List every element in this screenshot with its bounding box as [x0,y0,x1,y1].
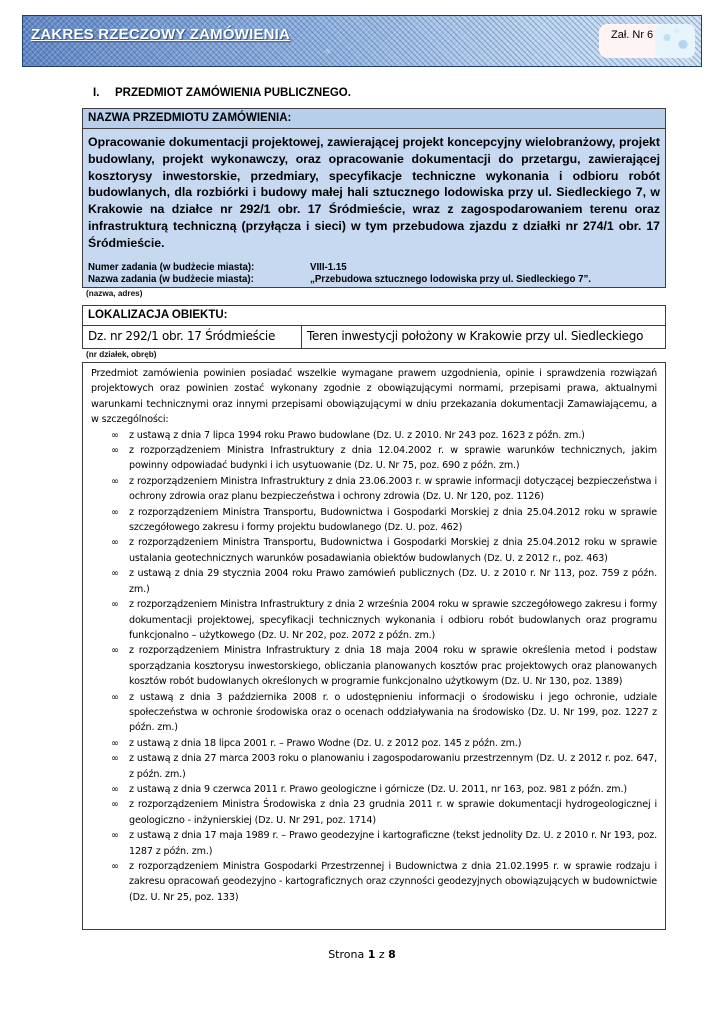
requirements-intro: Przedmiot zamówienia powinien posiadać wszelkie wymagane prawem uzgodnienia, opinie i sprawdzenia rozwiązań projektowych oraz powinien zostać wykonany zgodnie z obowiązującymi normami, przepisami prawa, aktualnymi warunkami technicznymi oraz innymi przepisami obowiązującymi w dniu przekazania dokumentacji Zamawiającemu, a w szczególności: [91,368,657,426]
infinity-bullet-icon: ∞ [111,568,119,580]
law-item-text: z ustawą z dnia 29 stycznia 2004 roku Prawo zamówień publicznych (Dz. U. z 2010 r. Nr 113, poz. 759 z późn. zm.) [129,568,657,595]
law-list-item [91,797,657,828]
law-list [91,428,657,906]
infinity-bullet-icon: ∞ [111,783,119,795]
page-word: Strona [328,948,365,961]
subject-description: Opracowanie dokumentacji projektowej, zawierającej projekt koncepcyjny wielobranżowy, projekt budowlany, projekt wykonawczy, oraz opracowanie dokumentacji do przetargu, zawierającej kosztorysy inwestorskie, przedmiary, specyfikacje techniczne wykonania i odbioru robót budowlanych, dla rozbiórki i budowy małej hali sztucznego lodowiska przy ul. Siedleckiego 7, w Krakowie na działce nr 292/1 obr. 17 Śródmieście, wraz z zagospodarowaniem terenu oraz infrastrukturą techniczną (przyłącza i sieci) w tym przebudowa zjazdu z działki nr 274/1 obr. 17 Śródmieście. [88,135,660,250]
law-item-text: z ustawą z dnia 18 lipca 2001 r. – Prawo Wodne (Dz. U. z 2012 poz. 145 z późn. zm.) [129,737,522,749]
law-item-text: z rozporządzeniem Ministra Środowiska z dnia 23 grudnia 2011 r. w sprawie dokumentacji hydrogeologicznej i geologiczno - inżynierskiej (Dz. U. Nr 291, poz. 1714) [129,799,657,826]
law-list-item [91,859,657,905]
page-footer [0,948,724,961]
law-item-text: z rozporządzeniem Ministra Infrastruktury z dnia 2 września 2004 roku w sprawie szczegółowego zakresu i formy dokumentacji projektowej, specyfikacji technicznych wykonania i odbioru robót budowlanych oraz programu funkcjonalno – użytkowego (Dz. U. Nr 202, poz. 2072 z późn. zm.) [129,599,657,641]
law-list-item [91,782,657,797]
law-list-item [91,597,657,643]
location-note: (nr działek, obręb) [86,350,157,359]
section-title: PRZEDMIOT ZAMÓWIENIA PUBLICZNEGO. [115,87,351,99]
header-title: ZAKRES RZECZOWY ZAMÓWIENIA [31,26,291,43]
infinity-bullet-icon: ∞ [111,799,119,811]
page-separator: z [378,948,385,961]
law-item-text: z ustawą z dnia 3 października 2008 r. o udostępnieniu informacji o środowisku i jego ochronie, udziale społeczeństwa w ochronie środowiska oraz o ocenach oddziaływania na środowisko (Dz. U. Nr 199, poz. 1227 z późn. zm.) [129,691,657,734]
task-number-label: Numer zadania (w budżecie miasta): [88,262,255,273]
infinity-bullet-icon: ∞ [111,861,119,872]
law-list-item [91,505,657,536]
task-name-value: „Przebudowa sztucznego lodowiska przy ul. Siedleckiego 7”. [310,274,591,285]
infinity-bullet-icon: ∞ [111,475,119,487]
law-list-item [91,828,657,859]
law-item-text: z rozporządzeniem Ministra Infrastruktury z dnia 18 maja 2004 roku w sprawie określenia metod i podstaw sporządzania kosztorysu inwestorskiego, obliczania planowanych kosztów prac projektowych oraz planowanych kosztów robót budowlanych określonych w programie funkcjonalno użytkowym (Dz. U. Nr 130, poz. 1389) [129,645,657,688]
infinity-bullet-icon: ∞ [111,691,119,703]
law-list-item [91,535,657,566]
infinity-bullet-icon: ∞ [111,429,119,441]
document-header-banner [22,15,702,67]
location-row [83,326,665,348]
law-list-item [91,566,657,597]
law-list-item [91,428,657,443]
law-item-text: z ustawą z dnia 17 maja 1989 r. – Prawo geodezyjne i kartograficzne (tekst jednolity Dz. U. z 2010 r. Nr 193, poz. 1287 z późn. zm.) [129,830,657,857]
task-name-row [88,274,591,286]
law-list-item [91,690,657,736]
law-item-text: z rozporządzeniem Ministra Infrastruktury z dnia 12.04.2002 r. w sprawie warunków technicznych, jakim powinny odpowiadać budynki i ich usytuowanie (Dz. U. Nr 75, poz. 690 z późn. zm.) [129,445,657,472]
task-info [88,262,591,286]
infinity-bullet-icon: ∞ [111,445,119,457]
law-item-text: z rozporządzeniem Ministra Transportu, Budownictwa i Gospodarki Morskiej z dnia 25.04.2012 roku w sprawie ustalania geotechnicznych warunków posadawiania obiektów budowlanych (Dz. U. z 2012 r., poz. 463) [129,537,657,564]
infinity-bullet-icon: ∞ [111,737,119,749]
location-parcel: Dz. nr 292/1 obr. 17 Śródmieście [83,326,302,348]
law-list-item [91,643,657,689]
law-item-text: z rozporządzeniem Ministra Infrastruktury z dnia 23.06.2003 r. w sprawie informacji dotyczącej bezpieczeństwa i ochrony zdrowia oraz planu bezpieczeństwa i ochrony zdrowia (Dz. U. Nr 120, poz. 1126) [129,475,657,503]
page-total: 8 [388,948,396,961]
infinity-bullet-icon: ∞ [111,537,119,549]
law-item-text: z rozporządzeniem Ministra Gospodarki Przestrzennej i Budownictwa z dnia 21.02.1995 r. w sprawie rodzaju i zakresu opracowań geodezyjno - kartograficznych oraz czynności geodezyjnych obowiązujących w budownictwie (Dz. U. Nr 25, poz. 133) [129,861,657,903]
law-item-text: z ustawą z dnia 7 lipca 1994 roku Prawo budowlane (Dz. U. z 2010. Nr 243 poz. 1623 z późn. zm.) [129,429,585,441]
section-heading [93,87,351,99]
law-item-text: z rozporządzeniem Ministra Transportu, Budownictwa i Gospodarki Morskiej z dnia 25.04.2012 roku w sprawie szczegółowego zakresu i formy projektu budowlanego (Dz. U. poz. 462) [129,506,657,534]
page-current: 1 [367,948,376,961]
infinity-bullet-icon: ∞ [111,645,119,657]
location-area: Teren inwestycji położony w Krakowie przy ul. Siedleckiego [307,329,644,343]
law-list-item [91,751,657,782]
location-box [82,305,666,349]
infinity-bullet-icon: ∞ [111,599,119,611]
attachment-number-badge [599,24,695,58]
task-number-value: VIII-1.15 [310,262,347,273]
subject-box [82,108,666,288]
infinity-bullet-icon: ∞ [111,753,119,765]
law-list-item [91,443,657,474]
infinity-bullet-icon: ∞ [111,830,119,842]
law-list-item [91,736,657,751]
subject-note: (nazwa, adres) [86,289,143,298]
law-item-text: z ustawą z dnia 9 czerwca 2011 r. Prawo geologiczne i górnicze (Dz. U. 2011, nr 163, poz. 981 z późn. zm.) [129,783,627,795]
law-list-item [91,474,657,505]
task-name-label: Nazwa zadania (w budżecie miasta): [88,274,254,285]
attachment-number-label: Zał. Nr 6 [611,29,654,41]
law-item-text: z ustawą z dnia 27 marca 2003 roku o planowaniu i zagospodarowaniu przestrzennym (Dz. U. z 2012 r. poz. 647, z późn. zm.) [129,753,657,780]
location-label: LOKALIZACJA OBIEKTU: [83,306,665,326]
task-number-row [88,262,591,274]
subject-label: NAZWA PRZEDMIOTU ZAMÓWIENIA: [83,109,665,129]
requirements-box [82,362,666,930]
infinity-bullet-icon: ∞ [111,506,119,518]
section-number: I. [93,87,100,99]
